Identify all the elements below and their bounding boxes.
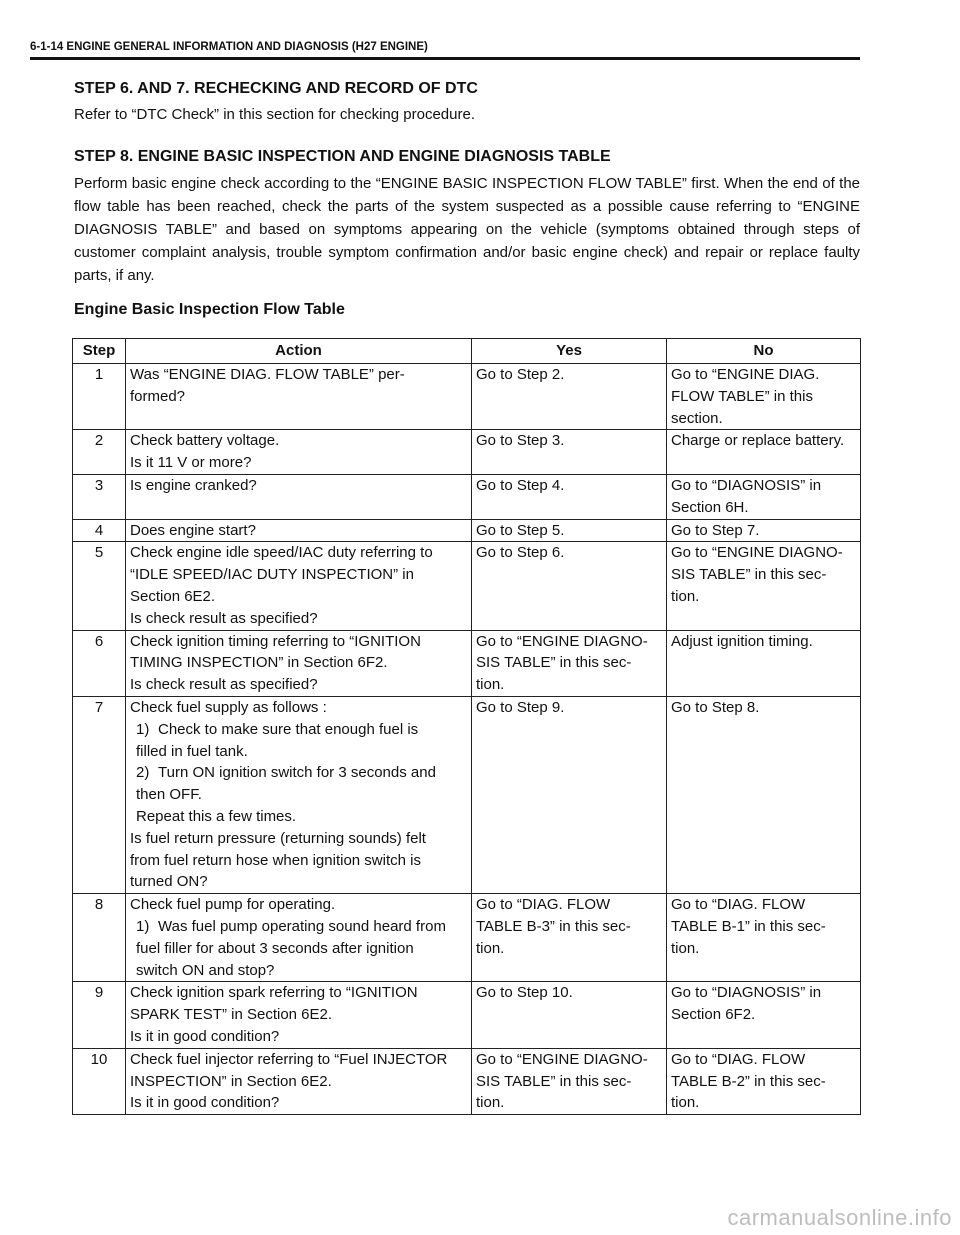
yes-line: SIS TABLE” in this sec- <box>476 654 632 672</box>
header-rule <box>30 57 860 60</box>
action-line: Is check result as specified? <box>130 609 318 627</box>
action-line: Check fuel supply as follows : <box>130 698 327 716</box>
action-line: Check battery voltage. <box>130 432 280 450</box>
table-row <box>73 519 861 542</box>
table-row <box>73 430 861 475</box>
step8-heading: STEP 8. ENGINE BASIC INSPECTION AND ENGINE DIAGNOSIS TABLE <box>74 148 611 165</box>
action-cell <box>126 430 472 475</box>
action-cell <box>126 982 472 1048</box>
action-line: Is it in good condition? <box>130 1027 280 1045</box>
no-line: Section 6F2. <box>671 1006 756 1024</box>
yes-cell <box>472 982 667 1048</box>
action-subitem-line: switch ON and stop? <box>136 961 275 979</box>
yes-cell <box>472 430 667 475</box>
action-cell <box>126 542 472 630</box>
action-line: “IDLE SPEED/IAC DUTY INSPECTION” in <box>130 566 414 584</box>
action-subitem-line: fuel filler for about 3 seconds after ignition <box>136 939 414 957</box>
yes-cell <box>472 1048 667 1114</box>
action-subitem-line <box>130 719 467 741</box>
yes-line: Go to “ENGINE DIAGNO- <box>476 632 648 650</box>
table-row <box>73 474 861 519</box>
yes-line: tion. <box>476 676 505 694</box>
subitem-text: Turn ON ignition switch for 3 seconds and <box>158 764 436 782</box>
no-cell <box>667 364 861 430</box>
yes-cell <box>472 542 667 630</box>
no-line: Section 6H. <box>671 498 749 516</box>
table-row <box>73 696 861 893</box>
watermark: carmanualsonline.info <box>727 1205 952 1230</box>
no-line: tion. <box>671 1094 700 1112</box>
table-row <box>73 894 861 982</box>
action-cell <box>126 474 472 519</box>
no-line: Adjust ignition timing. <box>671 632 813 650</box>
action-cell <box>126 894 472 982</box>
action-subitem-line <box>130 762 467 784</box>
no-line: Go to Step 7. <box>671 521 760 539</box>
yes-line: tion. <box>476 1094 505 1112</box>
table-row <box>73 364 861 430</box>
step-cell: 2 <box>73 430 126 475</box>
action-line: TIMING INSPECTION” in Section 6F2. <box>130 654 388 672</box>
action-line: Check ignition timing referring to “IGNITION <box>130 632 421 650</box>
no-line: tion. <box>671 587 700 605</box>
table-row <box>73 1048 861 1114</box>
yes-line: Go to Step 6. <box>476 544 565 562</box>
page-header: 6-1-14 ENGINE GENERAL INFORMATION AND DIAGNOSIS (H27 ENGINE) <box>30 41 428 53</box>
table-body <box>73 364 861 1115</box>
table-row <box>73 542 861 630</box>
action-line: INSPECTION” in Section 6E2. <box>130 1072 332 1090</box>
yes-line: Go to Step 3. <box>476 432 565 450</box>
step-cell: 7 <box>73 696 126 893</box>
action-line: from fuel return hose when ignition switch is <box>130 851 421 869</box>
action-cell <box>126 696 472 893</box>
table-title: Engine Basic Inspection Flow Table <box>74 301 345 318</box>
no-line: Go to “DIAG. FLOW <box>671 1050 806 1068</box>
no-line: section. <box>671 409 723 427</box>
no-line: Go to Step 8. <box>671 698 760 716</box>
action-line: Check ignition spark referring to “IGNITION <box>130 984 418 1002</box>
action-subitem-line: then OFF. <box>136 786 202 804</box>
yes-line: Go to Step 4. <box>476 476 565 494</box>
action-line: Does engine start? <box>130 521 256 539</box>
action-line: Is it in good condition? <box>130 1094 280 1112</box>
no-line: TABLE B-1” in this sec- <box>671 917 826 935</box>
no-cell <box>667 474 861 519</box>
no-cell <box>667 696 861 893</box>
col-header-step: Step <box>73 339 126 364</box>
col-header-yes: Yes <box>472 339 667 364</box>
step67-heading: STEP 6. AND 7. RECHECKING AND RECORD OF DTC <box>74 80 478 97</box>
step-cell: 1 <box>73 364 126 430</box>
no-line: SIS TABLE” in this sec- <box>671 566 827 584</box>
yes-line: TABLE B-3” in this sec- <box>476 917 631 935</box>
action-line: Is engine cranked? <box>130 476 257 494</box>
action-subitem-line <box>130 916 467 938</box>
no-line: tion. <box>671 939 700 957</box>
yes-line: Go to Step 5. <box>476 521 565 539</box>
yes-cell <box>472 696 667 893</box>
no-cell <box>667 1048 861 1114</box>
yes-line: SIS TABLE” in this sec- <box>476 1072 632 1090</box>
no-cell <box>667 630 861 696</box>
subitem-number: 1) <box>136 917 150 935</box>
col-header-no: No <box>667 339 861 364</box>
action-line: Check fuel pump for operating. <box>130 896 336 914</box>
yes-line: tion. <box>476 939 505 957</box>
action-line: Is it 11 V or more? <box>130 454 252 472</box>
yes-cell <box>472 474 667 519</box>
step-cell: 9 <box>73 982 126 1048</box>
action-line: SPARK TEST” in Section 6E2. <box>130 1006 333 1024</box>
yes-cell <box>472 364 667 430</box>
subitem-text: Check to make sure that enough fuel is <box>158 720 419 738</box>
inspection-flow-table <box>72 338 861 1115</box>
step-cell: 3 <box>73 474 126 519</box>
no-line: Charge or replace battery. <box>671 432 845 450</box>
step-cell: 5 <box>73 542 126 630</box>
table-row <box>73 630 861 696</box>
action-line: Is fuel return pressure (returning sounds) felt <box>130 829 426 847</box>
action-line: formed? <box>130 387 186 405</box>
yes-cell <box>472 630 667 696</box>
subitem-number: 1) <box>136 720 150 738</box>
no-line: FLOW TABLE” in this <box>671 387 813 405</box>
step67-text: Refer to “DTC Check” in this section for checking procedure. <box>74 106 475 123</box>
yes-line: Go to “ENGINE DIAGNO- <box>476 1050 648 1068</box>
no-cell <box>667 519 861 542</box>
no-line: TABLE B-2” in this sec- <box>671 1072 826 1090</box>
action-line: Is check result as specified? <box>130 676 318 694</box>
col-header-action: Action <box>126 339 472 364</box>
action-subitem-line: Repeat this a few times. <box>136 807 297 825</box>
action-line: Check fuel injector referring to “Fuel INJECTOR <box>130 1050 448 1068</box>
no-cell <box>667 982 861 1048</box>
no-cell <box>667 542 861 630</box>
subitem-number: 2) <box>136 764 150 782</box>
yes-line: Go to Step 2. <box>476 366 565 383</box>
no-line: Go to “DIAG. FLOW <box>671 896 806 914</box>
yes-cell <box>472 894 667 982</box>
action-line: turned ON? <box>130 873 208 891</box>
action-cell <box>126 1048 472 1114</box>
yes-line: Go to Step 10. <box>476 984 573 1002</box>
yes-line: Go to “DIAG. FLOW <box>476 896 611 914</box>
action-subitem-line: filled in fuel tank. <box>136 742 248 760</box>
action-cell <box>126 630 472 696</box>
action-line: Was “ENGINE DIAG. FLOW TABLE” per- <box>130 366 405 383</box>
yes-line: Go to Step 9. <box>476 698 565 716</box>
no-cell <box>667 430 861 475</box>
table-row <box>73 982 861 1048</box>
step-cell: 10 <box>73 1048 126 1114</box>
step-cell: 6 <box>73 630 126 696</box>
no-line: Go to “ENGINE DIAG. <box>671 366 820 383</box>
yes-cell <box>472 519 667 542</box>
action-line: Section 6E2. <box>130 587 216 605</box>
no-line: Go to “DIAGNOSIS” in <box>671 476 822 494</box>
table-header-row <box>73 339 861 364</box>
subitem-text: Was fuel pump operating sound heard from <box>158 917 446 935</box>
action-cell <box>126 364 472 430</box>
no-line: Go to “DIAGNOSIS” in <box>671 984 822 1002</box>
action-line: Check engine idle speed/IAC duty referring to <box>130 544 433 562</box>
step-cell: 8 <box>73 894 126 982</box>
step-cell: 4 <box>73 519 126 542</box>
no-cell <box>667 894 861 982</box>
action-cell <box>126 519 472 542</box>
no-line: Go to “ENGINE DIAGNO- <box>671 544 843 562</box>
step8-text: Perform basic engine check according to the “ENGINE BASIC INSPECTION FLOW TABLE” first. When the end of the flow table has been reached, check the parts of the system suspected as a possible cause referring to “ENGINE DIAGNOSIS TABLE” and based on symptoms appearing on the vehicle (symptoms obtained through steps of customer complaint analysis, trouble symptom confirmation and/or basic engine check) and repair or replace faulty parts, if any. <box>74 175 860 284</box>
